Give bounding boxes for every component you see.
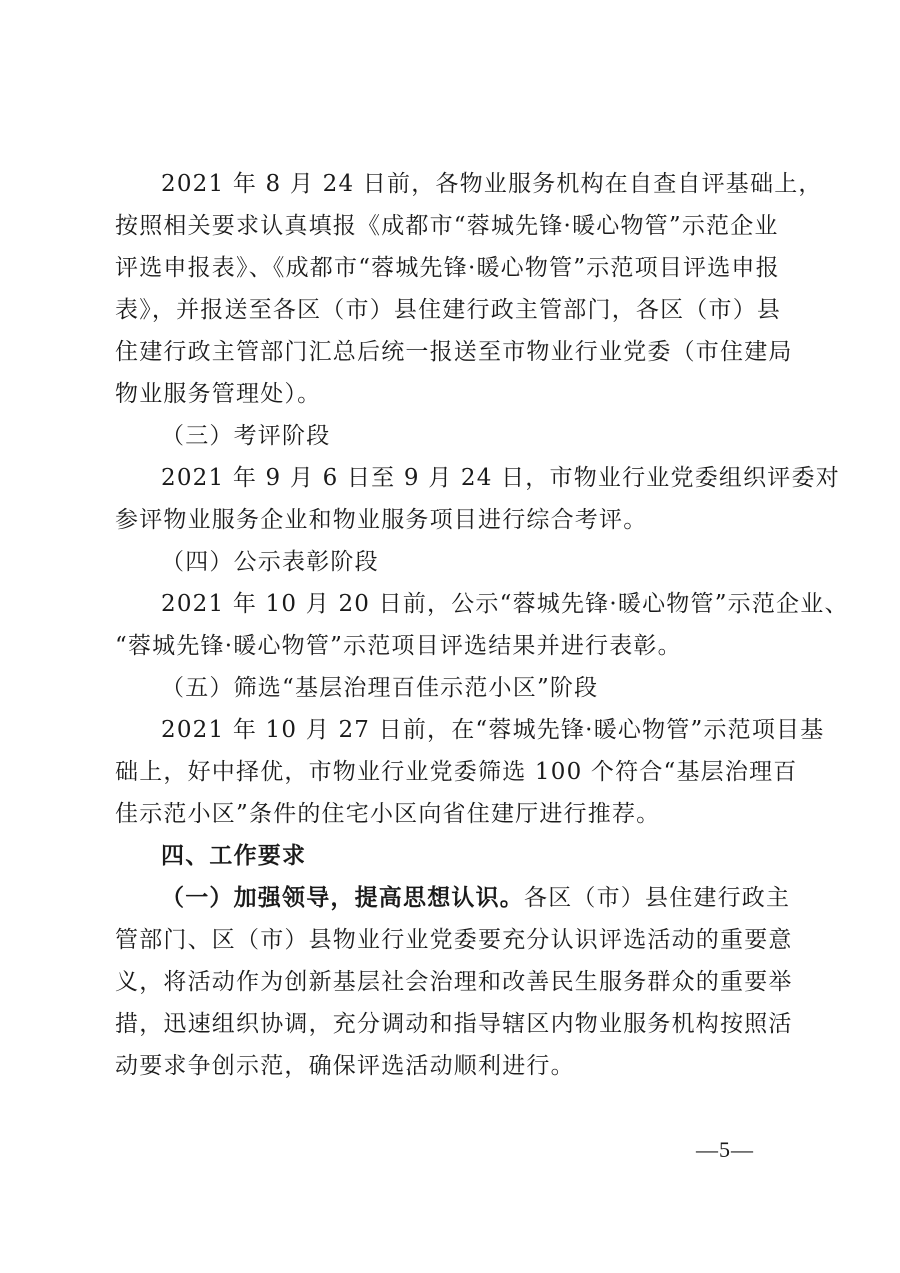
- text-line: 按照相关要求认真填报《成都市“蓉城先锋·暖心物管”示范企业: [115, 213, 779, 239]
- text-line: 措，迅速组织协调，充分调动和指导辖区内物业服务机构按照活: [115, 1011, 793, 1037]
- bold-lead-text: （一）加强领导，提高思想认识。: [161, 885, 524, 911]
- text-line: 础上，好中择优，市物业行业党委筛选 100 个符合“基层治理百: [115, 759, 798, 785]
- paragraph-evaluation: [115, 457, 840, 541]
- text-inline: 各区（市）县住建行政主: [524, 885, 791, 911]
- text-line: 评选申报表》、《成都市“蓉城先锋·暖心物管”示范项目评选申报: [115, 255, 780, 281]
- subheading-evaluation-stage: （三）考评阶段: [161, 423, 331, 449]
- text-line: 住建行政主管部门汇总后统一报送至市物业行业党委（市住建局: [115, 339, 793, 365]
- text-line: 表》，并报送至各区（市）县住建行政主管部门，各区（市）县: [115, 297, 782, 323]
- text-line: 义，将活动作为创新基层社会治理和改善民生服务群众的重要举: [115, 969, 793, 995]
- text-line: 管部门、区（市）县物业行业党委要充分认识评选活动的重要意: [115, 927, 793, 953]
- text-line: 参评物业服务企业和物业服务项目进行综合考评。: [115, 507, 648, 533]
- text-line: 2021 年 10 月 27 日前，在“蓉城先锋·暖心物管”示范项目基: [161, 717, 825, 743]
- text-line: 物业服务管理处）。: [115, 381, 322, 407]
- paragraph-publicity: [115, 583, 849, 667]
- page-number: —5—: [696, 1137, 754, 1162]
- text-line: 2021 年 10 月 20 日前，公示“蓉城先锋·暖心物管”示范企业、: [161, 591, 849, 617]
- text-line: [115, 877, 791, 919]
- text-line: 2021 年 9 月 6 日至 9 月 24 日，市物业行业党委组织评委对: [161, 465, 840, 491]
- subheading-selection-stage: （五）筛选“基层治理百佳示范小区”阶段: [161, 675, 599, 701]
- document-body: [115, 163, 849, 1087]
- paragraph-submission: [115, 163, 823, 415]
- text-line: “蓉城先锋·暖心物管”示范项目评选结果并进行表彰。: [115, 633, 682, 659]
- section-heading-work-requirements: 四、工作要求: [161, 843, 307, 869]
- text-line: 佳示范小区”条件的住宅小区向省住建厅进行推荐。: [115, 801, 661, 827]
- text-line: 2021 年 8 月 24 日前，各物业服务机构在自查自评基础上，: [161, 171, 823, 197]
- subheading-publicity-stage: （四）公示表彰阶段: [161, 549, 379, 575]
- paragraph-selection: [115, 709, 825, 835]
- paragraph-leadership: [115, 877, 793, 1087]
- text-line: 动要求争创示范，确保评选活动顺利进行。: [115, 1053, 575, 1079]
